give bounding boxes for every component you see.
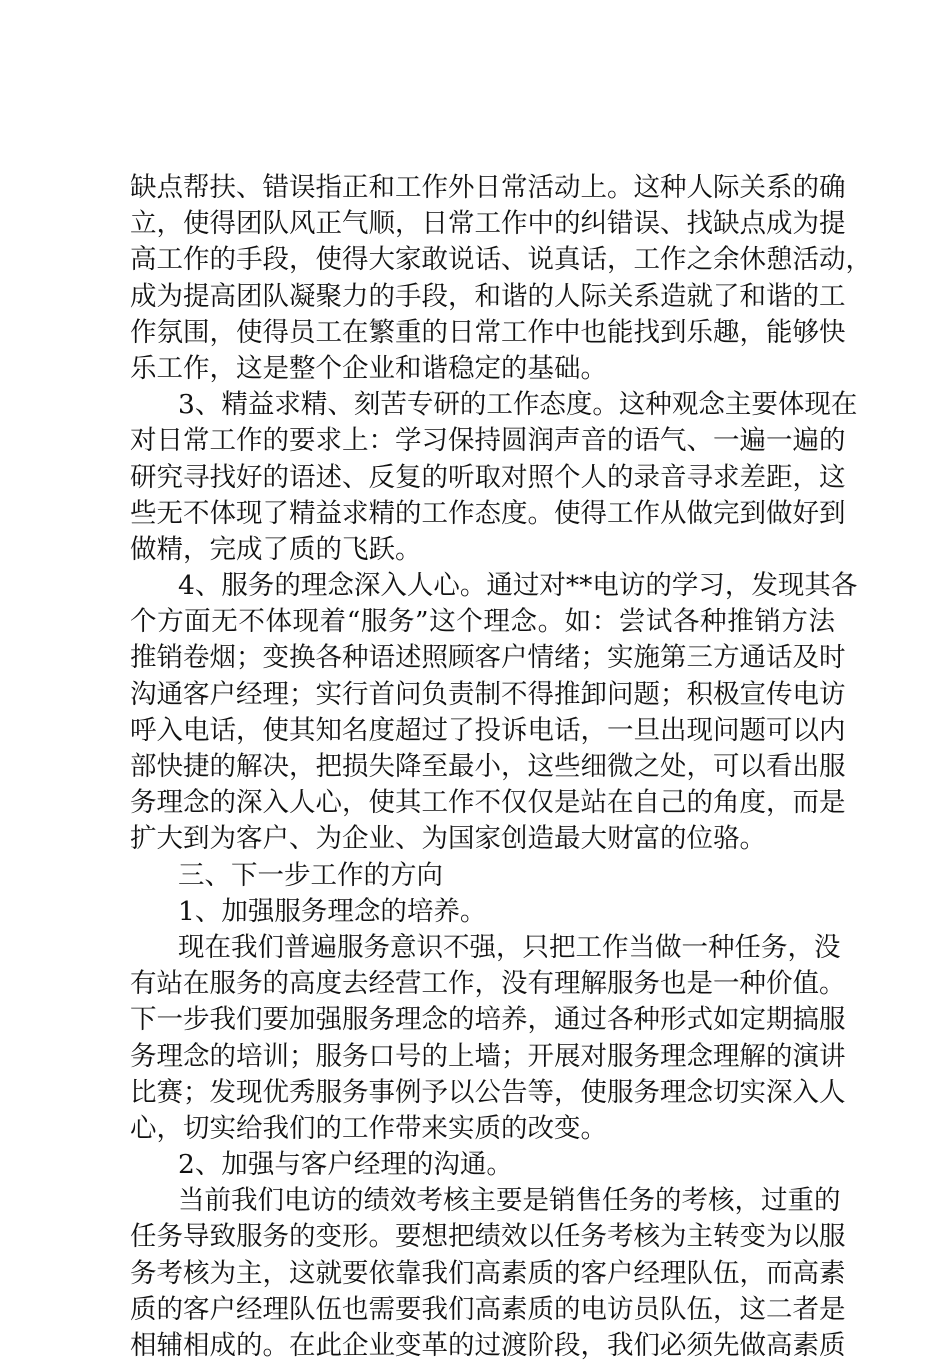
text-line: 部快捷的解决，把损失降至最小，这些细微之处，可以看出服 — [130, 751, 846, 782]
text-line: 三、下一步工作的方向 — [178, 859, 443, 891]
text-line: 下一步我们要加强服务理念的培养，通过各种形式如定期搞服 — [130, 1004, 846, 1036]
text-line: 对日常工作的要求上：学习保持圆润声音的语气、一遍一遍的 — [130, 425, 846, 457]
text-line: 3、精益求精、刻苦专研的工作态度。这种观念主要体现在 — [178, 389, 858, 421]
text-line: 质的客户经理队伍也需要我们高素质的电访员队伍，这二者是 — [130, 1293, 846, 1325]
text-line: 4、服务的理念深入人心。通过对**电访的学习，发现其各 — [178, 570, 858, 602]
text-line: 研究寻找好的语述、反复的听取对照个人的录音寻求差距，这 — [130, 461, 846, 493]
document-body — [130, 170, 872, 1364]
text-line: 相辅相成的。在此企业变革的过渡阶段，我们必须先做高素质 — [130, 1330, 846, 1361]
text-line: 高工作的手段，使得大家敢说话、说真话，工作之余休憩活动， — [130, 244, 872, 276]
text-line: 推销卷烟；变换各种语述照顾客户情绪；实施第三方通话及时 — [130, 642, 846, 674]
text-line: 沟通客户经理；实行首问负责制不得推卸问题；积极宣传电访 — [130, 678, 846, 710]
text-line: 些无不体现了精益求精的工作态度。使得工作从做完到做好到 — [130, 497, 846, 529]
text-line: 乐工作，这是整个企业和谐稳定的基础。 — [130, 352, 607, 384]
text-line: 务理念的培训；服务口号的上墙；开展对服务理念理解的演讲 — [130, 1040, 846, 1072]
text-line: 作氛围，使得员工在繁重的日常工作中也能找到乐趣，能够快 — [130, 316, 846, 348]
text-line: 缺点帮扶、错误指正和工作外日常活动上。这种人际关系的确 — [130, 172, 846, 203]
text-line: 呼入电话，使其知名度超过了投诉电话，一旦出现问题可以内 — [130, 714, 846, 746]
text-line: 扩大到为客户、为企业、为国家创造最大财富的位骆。 — [130, 823, 766, 855]
text-line: 立，使得团队风正气顺，日常工作中的纠错误、找缺点成为提 — [130, 208, 846, 240]
text-line: 务考核为主，这就要依靠我们高素质的客户经理队伍，而高素 — [130, 1257, 846, 1289]
text-line: 比赛；发现优秀服务事例予以公告等，使服务理念切实深入人 — [130, 1076, 846, 1108]
text-line: 个方面无不体现着“服务”这个理念。如：尝试各种推销方法 — [130, 606, 835, 638]
text-line: 务理念的深入人心，使其工作不仅仅是站在自己的角度，而是 — [130, 787, 846, 819]
text-line: 心，切实给我们的工作带来实质的改变。 — [130, 1112, 607, 1144]
text-line: 有站在服务的高度去经营工作，没有理解服务也是一种价值。 — [130, 968, 846, 1000]
text-line: 2、加强与客户经理的沟通。 — [178, 1149, 513, 1181]
text-line: 当前我们电访的绩效考核主要是销售任务的考核，过重的 — [178, 1185, 841, 1217]
text-line: 现在我们普遍服务意识不强，只把工作当做一种任务，没 — [178, 931, 841, 963]
text-line: 做精，完成了质的飞跃。 — [130, 533, 422, 565]
text-line: 任务导致服务的变形。要想把绩效以任务考核为主转变为以服 — [130, 1221, 846, 1253]
text-line: 1、加强服务理念的培养。 — [178, 895, 487, 927]
text-line: 成为提高团队凝聚力的手段，和谐的人际关系造就了和谐的工 — [130, 280, 846, 312]
